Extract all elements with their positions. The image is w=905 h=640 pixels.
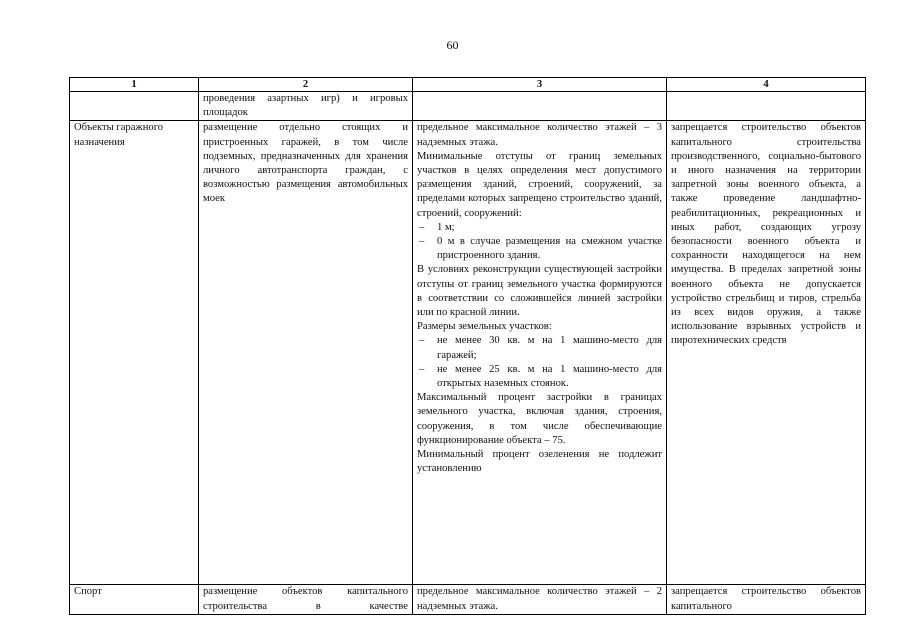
header-col-4: 4 xyxy=(667,78,866,92)
header-col-1: 1 xyxy=(70,78,199,92)
cell-restrictions: запрещается строительство объектов капитального строительства производственного, социально-бытового и иного назначения на территории запретной зоны военного объекта, а также проведение ландшафтно-реабилитационных, рекреационных и иных работ, создающих угрозу безопасности военного объекта и сохранности находящегося на нем имущества. В пределах запретной зоны военного объекта не допускается устройство стрельбищ и тиров, стрельба из всех видов оружия, а также использование взрывных устройств и пиротехнических средств xyxy=(667,121,866,585)
list-item: – не менее 25 кв. м на 1 машино-место для открытых наземных стоянок. xyxy=(417,363,662,391)
regulations-table xyxy=(69,77,866,615)
cell-restrictions: запрещается строительство объектов капитального xyxy=(667,585,866,614)
cell-continuation-text: проведения азартных игр) и игровых площадок xyxy=(199,92,413,121)
cell-empty xyxy=(667,92,866,121)
parameters-reconstruction: В условиях реконструкции существующей застройки отступы от границ земельного участка формируются в соответствии со сложившейся линией застройки или по красной линии. xyxy=(417,264,662,319)
page-number: 60 xyxy=(446,38,459,52)
cell-parameters xyxy=(413,121,667,585)
parameters-plot-size-title: Размеры земельных участков: xyxy=(417,321,552,333)
table-row xyxy=(70,585,866,614)
cell-permitted-use: размещение отдельно стоящих и пристроенных гаражей, в том числе подземных, предназначенных для хранения личного автотранспорта граждан, с возможностью размещения автомобильных моек xyxy=(199,121,413,585)
parameters-build-percent: Максимальный процент застройки в границах земельного участка, включая здания, строения, сооружения, в том числе обеспечивающие функционирование объекта – 75. xyxy=(417,392,662,446)
list-item: – 0 м в случае размещения на смежном участке пристроенного здания. xyxy=(417,235,662,263)
list-item: – 1 м; xyxy=(417,221,662,235)
table-row xyxy=(70,92,866,121)
table-row xyxy=(70,121,866,585)
plot-size-list xyxy=(417,334,662,391)
cell-empty xyxy=(413,92,667,121)
cell-permitted-use: размещение объектов капитального строительства в качестве xyxy=(199,585,413,614)
table-header-row xyxy=(70,78,866,92)
setbacks-list xyxy=(417,221,662,264)
cell-object-name: Объекты гаражного назначения xyxy=(70,121,199,585)
parameters-greening: Минимальный процент озеленения не подлежит установлению xyxy=(417,449,662,475)
parameters-setbacks: Минимальные отступы от границ земельных участков в целях определения мест допустимого размещения зданий, строений, сооружений, за пределами которых запрещено строительство зданий, строений, сооружений: xyxy=(417,150,662,219)
parameters-floors: предельное максимальное количество этажей – 3 надземных этажа. xyxy=(417,122,662,148)
cell-parameters: предельное максимальное количество этажей – 2 надземных этажа. xyxy=(413,585,667,614)
cell-object-name: Спорт xyxy=(70,585,199,614)
cell-empty xyxy=(70,92,199,121)
list-item: – не менее 30 кв. м на 1 машино-место для гаражей; xyxy=(417,334,662,362)
header-col-3: 3 xyxy=(413,78,667,92)
header-col-2: 2 xyxy=(199,78,413,92)
